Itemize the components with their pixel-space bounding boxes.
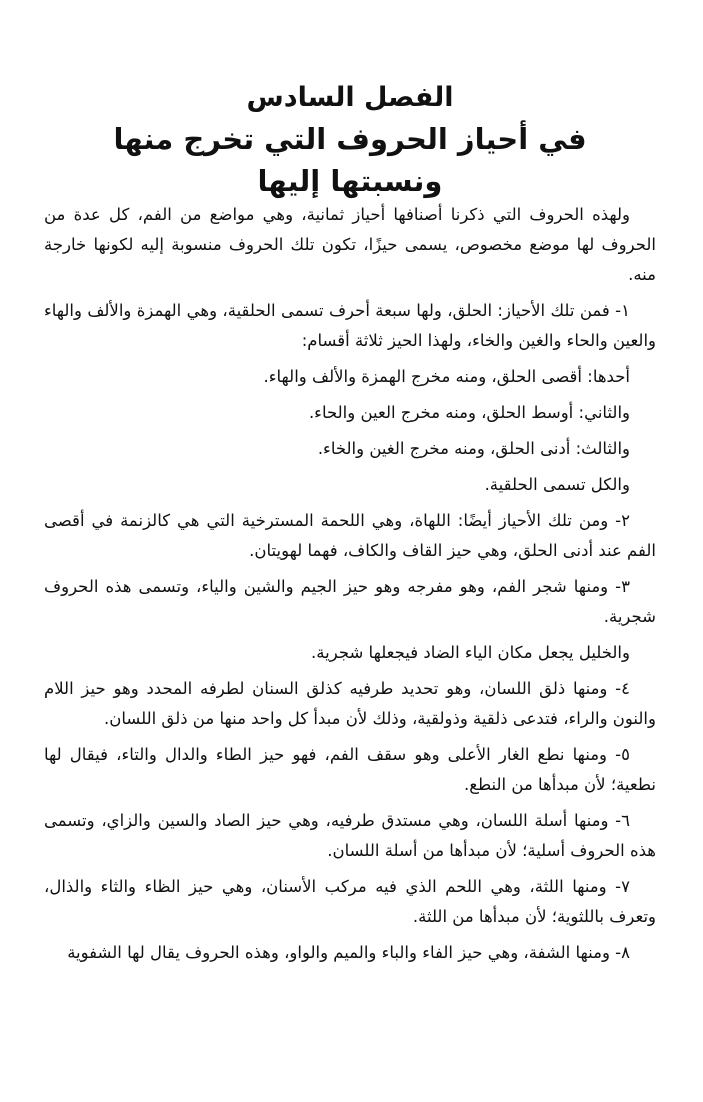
paragraph-1-summary: والكل تسمى الحلقية.	[484, 475, 630, 494]
paragraph-3-note: والخليل يجعل مكان الياء الضاد فيجعلها شجرية.	[311, 643, 630, 662]
paragraph-2: ٢- ومن تلك الأحياز أيضًا: اللهاة، وهي اللحمة المسترخية التي هي كالزنمة في أقصى الفم عند أدنى الحلق، وهي حيز القاف والكاف، فهما لهويتان.	[44, 511, 656, 560]
intro-paragraph: ولهذه الحروف التي ذكرنا أصنافها أحياز ثمانية، وهي مواضع من الفم، كل عدة من الحروف لها موضع مخصوص، يسمى حيزًا، تكون تلك الحروف منسوبة إليه لكونها خارجة منه.	[44, 205, 656, 284]
paragraph-8: ٨- ومنها الشفة، وهي حيز الفاء والباء والميم والواو، وهذه الحروف يقال لها الشفوية	[67, 943, 630, 962]
body-text	[44, 200, 656, 968]
chapter-number-title: الفصل السادس	[246, 82, 454, 113]
paragraph-5: ٥- ومنها نطع الغار الأعلى وهو سقف الفم، فهو حيز الطاء والدال والتاء، فيقال لها نطعية؛ لأن مبدأها من النطع.	[44, 745, 656, 794]
paragraph-1-part-1: أحدها: أقصى الحلق، ومنه مخرج الهمزة والألف والهاء.	[263, 367, 630, 386]
chapter-heading	[44, 78, 656, 200]
paragraph-3: ٣- ومنها شجر الفم، وهو مفرجه وهو حيز الجيم والشين والياء، وتسمى هذه الحروف شجرية.	[44, 577, 656, 626]
paragraph-4: ٤- ومنها ذلق اللسان، وهو تحديد طرفيه كذلق السنان لطرفه المحدد وهو حيز اللام والنون والراء، فتدعى ذلقية وذولقية، وذلك لأن مبدأ كل واحد منها من ذلق اللسان.	[44, 679, 656, 728]
paragraph-6: ٦- ومنها أسلة اللسان، وهي مستدق طرفيه، وهي حيز الصاد والسين والزاي، وتسمى هذه الحروف أسلية؛ لأن مبدأها من أسلة اللسان.	[44, 811, 656, 860]
paragraph-7: ٧- ومنها اللثة، وهي اللحم الذي فيه مركب الأسنان، وهي حيز الظاء والثاء والذال، وتعرف باللثوية؛ لأن مبدأها من اللثة.	[44, 877, 656, 926]
paragraph-1-part-3: والثالث: أدنى الحلق، ومنه مخرج الغين والخاء.	[317, 439, 630, 458]
chapter-subtitle: ونسبتها إليها	[257, 164, 443, 198]
paragraph-1: ١- فمن تلك الأحياز: الحلق، ولها سبعة أحرف تسمى الحلقية، وهي الهمزة والألف والهاء والعين والحاء والغين والخاء، ولهذا الحيز ثلاثة أقسام:	[44, 301, 656, 350]
chapter-title: في أحياز الحروف التي تخرج منها	[113, 122, 587, 156]
paragraph-1-part-2: والثاني: أوسط الحلق، ومنه مخرج العين والحاء.	[308, 403, 630, 422]
page-content	[44, 78, 656, 1068]
